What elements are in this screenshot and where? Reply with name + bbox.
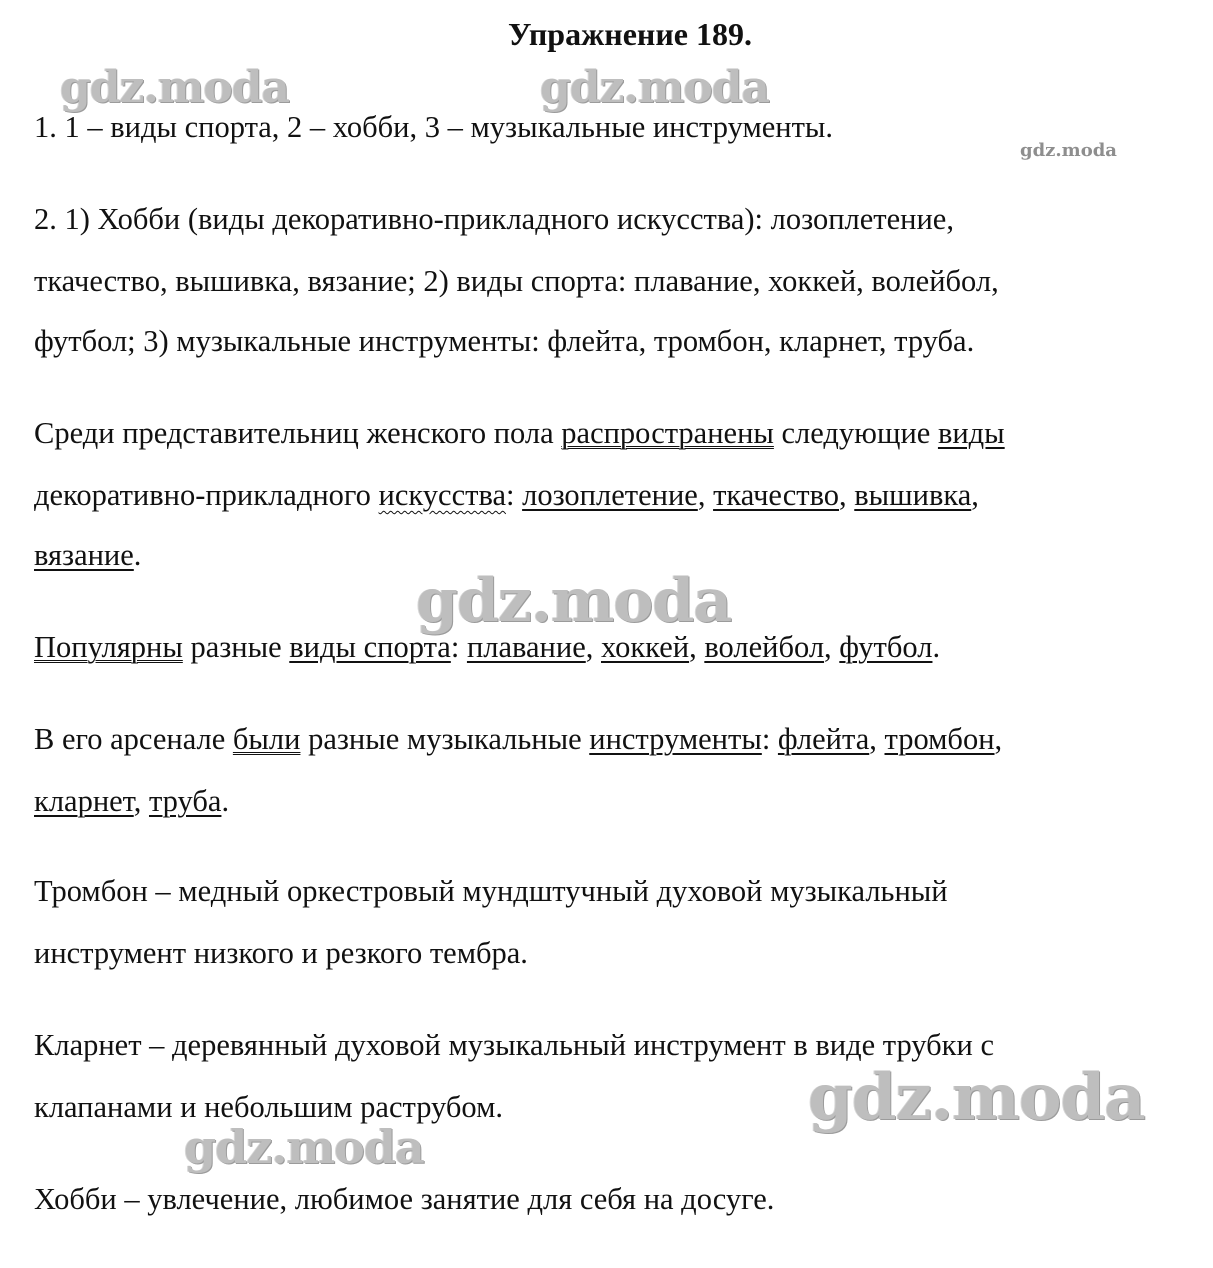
watermark-5: gdz.moda <box>184 1120 424 1174</box>
predicate: Популярны <box>34 630 183 664</box>
homogeneous-member: тромбон <box>884 722 995 756</box>
watermark-2: gdz.moda <box>540 62 770 113</box>
task-2-line-3: футбол; 3) музыкальные инструменты: флейта, тромбон, кларнет, труба. <box>34 324 975 358</box>
text-fragment: . <box>221 784 230 818</box>
watermark-3: gdz.moda <box>416 566 732 636</box>
homogeneous-member: флейта <box>777 722 870 756</box>
text-fragment: : <box>761 722 778 756</box>
subject: виды <box>937 416 1005 450</box>
text-fragment: , <box>697 478 714 512</box>
exercise-title: Упражнение 189. <box>507 16 752 52</box>
watermark-4: gdz.moda <box>808 1060 1145 1135</box>
text-fragment: , <box>824 630 840 664</box>
text-fragment: . <box>932 630 941 664</box>
definition: искусства <box>378 478 506 512</box>
predicate: распространены <box>561 416 774 450</box>
text-fragment: В его арсенале <box>34 722 233 756</box>
homogeneous-member: труба <box>148 784 222 818</box>
sentence-3-line-1 <box>34 706 1184 772</box>
task-1-answer: 1. 1 – виды спорта, 2 – хобби, 3 – музыкальные инструменты. <box>34 110 834 144</box>
homogeneous-member: ткачество <box>713 478 840 512</box>
watermark-1: gdz.moda <box>60 62 290 113</box>
text-fragment: , <box>133 784 149 818</box>
definition-clarinet-line-2: клапанами и небольшим раструбом. <box>34 1090 504 1124</box>
text-fragment: , <box>869 722 885 756</box>
task-2-line-2: ткачество, вышивка, вязание; 2) виды спорта: плавание, хоккей, волейбол, <box>34 264 999 298</box>
text-fragment: , <box>839 478 855 512</box>
text-fragment: разные музыкальные <box>300 722 590 756</box>
text-fragment: , <box>585 630 601 664</box>
homogeneous-member: хоккей <box>601 630 690 664</box>
homogeneous-member: кларнет <box>34 784 134 818</box>
sentence-2 <box>34 614 1184 680</box>
text-fragment: . <box>133 538 142 572</box>
text-fragment: декоративно-прикладного <box>34 478 379 512</box>
text-fragment: , <box>689 630 705 664</box>
definition-clarinet-line-1: Кларнет – деревянный духовой музыкальный инструмент в виде трубки с <box>34 1028 994 1062</box>
text-fragment: : <box>450 630 467 664</box>
watermark-small: gdz.moda <box>1020 140 1117 161</box>
homogeneous-member: вышивка <box>854 478 972 512</box>
text-fragment: Среди представительниц женского пола <box>34 416 562 450</box>
subject: инструменты <box>589 722 762 756</box>
definition-trombone-line-1: Тромбон – медный оркестровый мундштучный духовой музыкальный <box>34 874 948 908</box>
homogeneous-member: волейбол <box>704 630 825 664</box>
definition-hobby: Хобби – увлечение, любимое занятие для себя на досуге. <box>34 1182 775 1216</box>
homogeneous-member: вязание <box>34 538 134 572</box>
sentence-1-line-1 <box>34 400 1184 466</box>
homogeneous-member: лозоплетение <box>522 478 698 512</box>
subject: виды спорта <box>289 630 451 664</box>
text-fragment: следующие <box>773 416 938 450</box>
predicate: были <box>232 722 301 756</box>
homogeneous-member: футбол <box>839 630 933 664</box>
homogeneous-member: плавание <box>466 630 586 664</box>
text-fragment: разные <box>182 630 290 664</box>
sentence-1-line-2 <box>34 462 1184 528</box>
text-fragment: , <box>994 722 1003 756</box>
text-fragment: , <box>971 478 979 512</box>
sentence-3-line-2 <box>34 768 1184 834</box>
definition-trombone-line-2: инструмент низкого и резкого тембра. <box>34 936 528 970</box>
text-fragment: : <box>505 478 523 512</box>
task-2-line-1: 2. 1) Хобби (виды декоративно-прикладного искусства): лозоплетение, <box>34 202 954 236</box>
